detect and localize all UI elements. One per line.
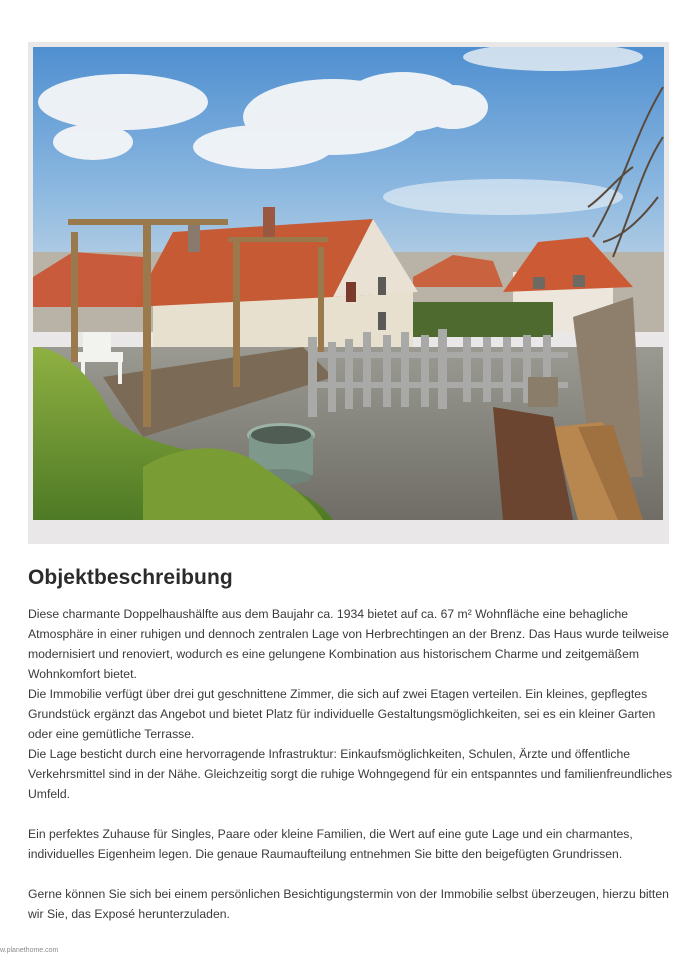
description-paragraph-1: Diese charmante Doppelhaushälfte aus dem Baujahr ca. 1934 bietet auf ca. 67 m² Wohnfläche eine behagliche Atmosphäre in einer ruhigen und dennoch zentralen Lage von Herbrechtingen an der Brenz. Das Haus wurde teilweise modernisiert und renoviert, wodurch es eine gelungene Kombination aus historischem Charme und zeitgemäßem Wohnkomfort bietet. xyxy=(28,607,669,681)
garden-terrace-house-photo xyxy=(33,47,664,520)
footer-url: w.planethome.com xyxy=(0,947,59,954)
section-heading: Objektbeschreibung xyxy=(28,566,233,589)
description-paragraph-4: Ein perfektes Zuhause für Singles, Paare oder kleine Familien, die Wert auf eine gute Lage und ein charmantes, individuelles Eigenheim legen. Die genaue Raumaufteilung entnehmen Sie bitte den beigefügten Grundrissen. xyxy=(28,827,633,861)
description-paragraph-3: Die Lage besticht durch eine hervorragende Infrastruktur: Einkaufsmöglichkeiten, Schulen, Ärzte und öffentliche Verkehrsmittel sind in der Nähe. Gleichzeitig sorgt die ruhige Wohngegend für ein entspanntes und familienfreundliches Umfeld. xyxy=(28,747,673,801)
description-paragraph-2: Die Immobilie verfügt über drei gut geschnittene Zimmer, die sich auf zwei Etagen verteilen. Ein kleines, gepflegtes Grundstück ergänzt das Angebot und bietet Platz für individuelle Gestaltungsmöglichkeiten, sei es ein kleiner Garten oder eine gemütliche Terrasse. xyxy=(28,687,656,741)
property-photo xyxy=(33,47,664,520)
description-paragraph-5: Gerne können Sie sich bei einem persönlichen Besichtigungstermin von der Immobilie selbst überzeugen, hierzu bitten wir Sie, das Exposé herunterzuladen. xyxy=(28,887,669,921)
description-text xyxy=(28,604,673,924)
photo-frame xyxy=(28,42,669,544)
